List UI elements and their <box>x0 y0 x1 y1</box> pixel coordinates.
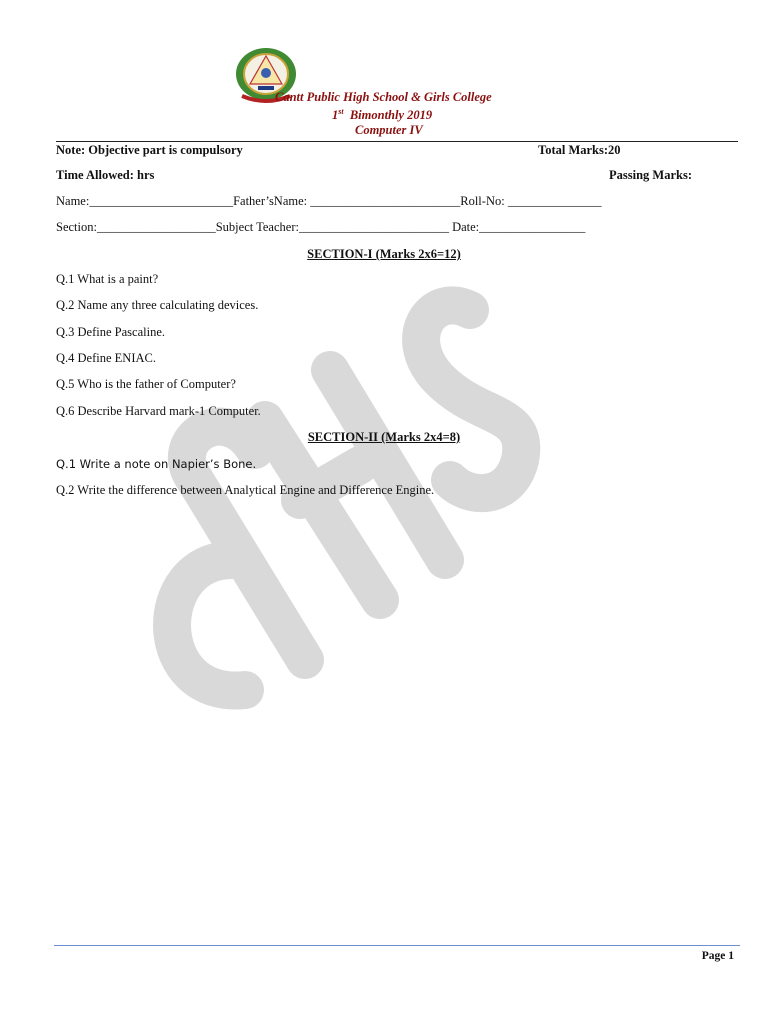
subject-title: Computer IV <box>355 123 423 137</box>
section-1-question: Q.5 Who is the father of Computer? <box>56 377 236 391</box>
section-1-heading: SECTION-I (Marks 2x6=12) <box>307 247 461 261</box>
time-allowed: Time Allowed: hrs <box>56 168 155 182</box>
section-1-question: Q.3 Define Pascaline. <box>56 325 165 339</box>
section-teacher-row: Section:___________________Subject Teacher:________________________ Date:_________________ <box>56 220 586 234</box>
section-2-question: Q.2 Write the difference between Analytical Engine and Difference Engine. <box>56 483 435 497</box>
section-2-heading: SECTION-II (Marks 2x4=8) <box>307 430 461 444</box>
header-divider <box>56 141 738 142</box>
passing-marks: Passing Marks: <box>609 168 692 182</box>
page-number: Page 1 <box>701 950 734 962</box>
section-1-question: Q.4 Define ENIAC. <box>56 351 156 365</box>
section-1-question: Q.2 Name any three calculating devices. <box>56 298 259 312</box>
exam-ordinal: 1 <box>332 108 339 123</box>
footer-divider <box>54 945 740 946</box>
school-name: Cantt Public High School & Girls College <box>275 90 492 104</box>
section-1-question: Q.6 Describe Harvard mark-1 Computer. <box>56 404 261 418</box>
exam-title-text: Bimonthly 2019 <box>349 108 433 123</box>
student-name-row: Name:_______________________Father’sName: ________________________Roll-No: _______________ <box>56 194 602 208</box>
exam-ordinal-suffix: st <box>338 107 344 116</box>
section-2-question: Q.1 Write a note on Napier’s Bone. <box>56 457 257 471</box>
exam-title <box>332 107 532 123</box>
total-marks: Total Marks:20 <box>538 143 621 157</box>
section-1-question: Q.1 What is a paint? <box>56 272 159 286</box>
note-text: Note: Objective part is compulsory <box>56 143 243 157</box>
